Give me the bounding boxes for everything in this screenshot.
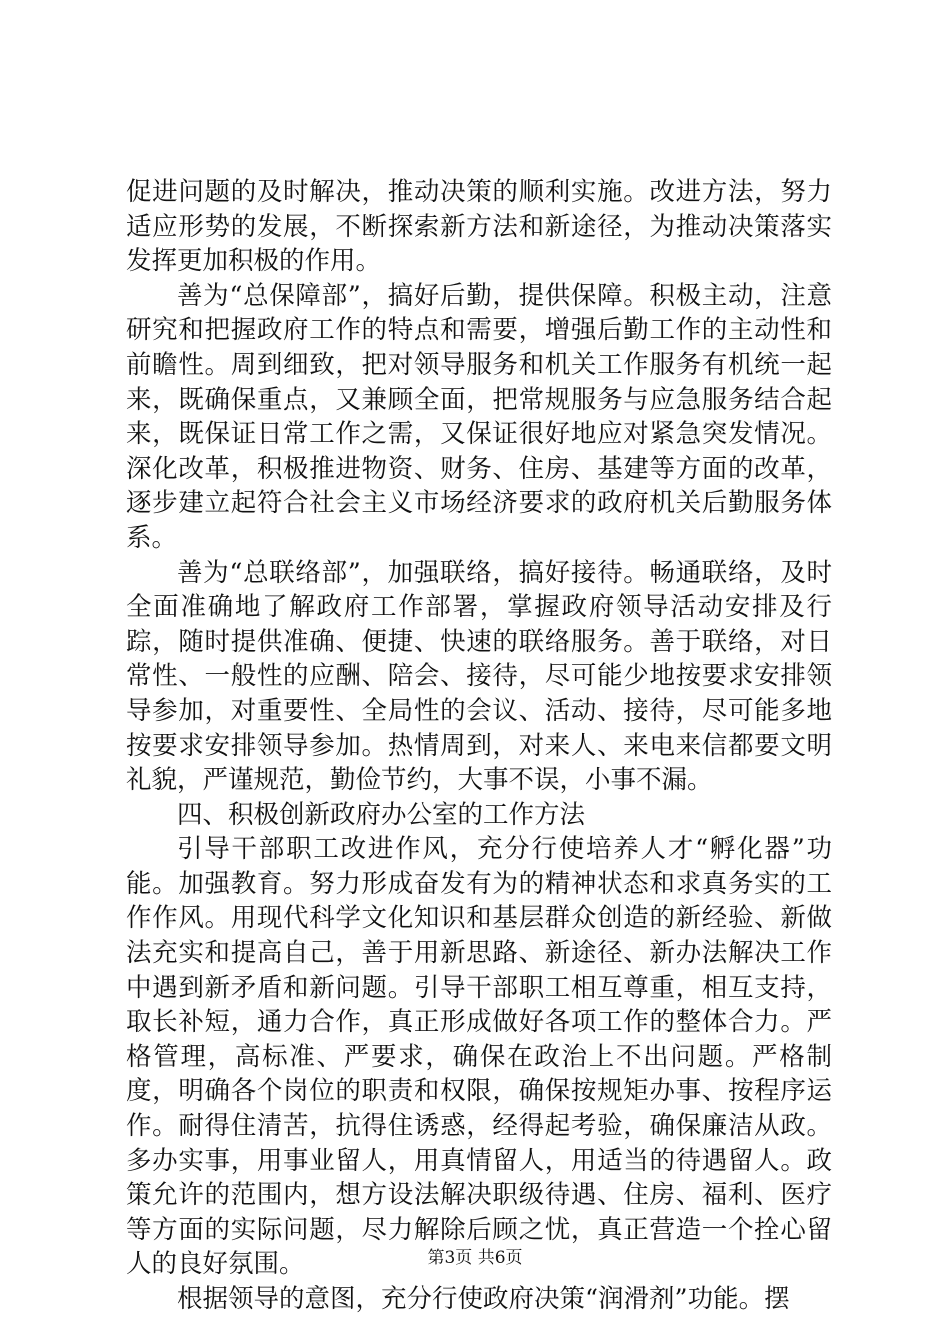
section-heading: 四、积极创新政府办公室的工作方法 (177, 799, 586, 830)
paragraph-liaison: 善为“总联络部”，加强联络，搞好接待。畅通联络，及时全面准确地了解政府工作部署，掌握政府领导活动安排及行踪，随时提供准确、便捷、快速的联络服务。善于联络，对日常性、一般性的应酬、陪会、接待，尽可能少地按要求安排领导参加，对重要性、全局性的会议、活动、接待，尽可能多地按要求安排领导参加。热情周到，对来人、来电来信都要文明礼貌，严谨规范，勤俭节约，大事不误，小事不漏。 (126, 557, 832, 796)
paragraph-continuation: 促进问题的及时解决，推动决策的顺利实施。改进方法，努力适应形势的发展，不断探索新方法和新途径，为推动决策落实发挥更加积极的作用。 (126, 177, 832, 277)
paragraph-lubricant: 根据领导的意图，充分行使政府决策“润滑剂”功能。摆 (177, 1284, 790, 1314)
paragraph-staff-conduct: 引导干部职工改进作风，充分行使培养人才“孵化器”功能。加强教育。努力形成奋发有为的精神状态和求真务实的工作作风。用现代科学文化知识和基层群众创造的新经验、新做法充实和提高自己，善于用新思路、新途径、新办法解决工作中遇到新矛盾和新问题。引导干部职工相互尊重，相互支持，取长补短，通力合作，真正形成做好各项工作的整体合力。严格管理，高标准、严要求，确保在政治上不出问题。严格制度，明确各个岗位的职责和权限，确保按规矩办事、按程序运作。耐得住清苦，抗得住诱惑，经得起考验，确保廉洁从政。多办实事，用事业留人，用真情留人，用适当的待遇留人。政策允许的范围内，想方设法解决职级待遇、住房、福利、医疗等方面的实际问题，尽力解除后顾之忧，真正营造一个拴心留人的良好氛围。 (126, 834, 832, 1280)
paragraph-logistics: 善为“总保障部”，搞好后勤，提供保障。积极主动，注意研究和把握政府工作的特点和需要，增强后勤工作的主动性和前瞻性。周到细致，把对领导服务和机关工作服务有机统一起来，既确保重点，又兼顾全面，把常规服务与应急服务结合起来，既保证日常工作之需，又保证很好地应对紧急突发情况。深化改革，积极推进物资、财务、住房、基建等方面的改革，逐步建立起符合社会主义市场经济要求的政府机关后勤服务体系。 (126, 280, 832, 553)
page-footer: 第3页 共6页 (427, 1248, 523, 1268)
body-text (126, 175, 832, 1317)
